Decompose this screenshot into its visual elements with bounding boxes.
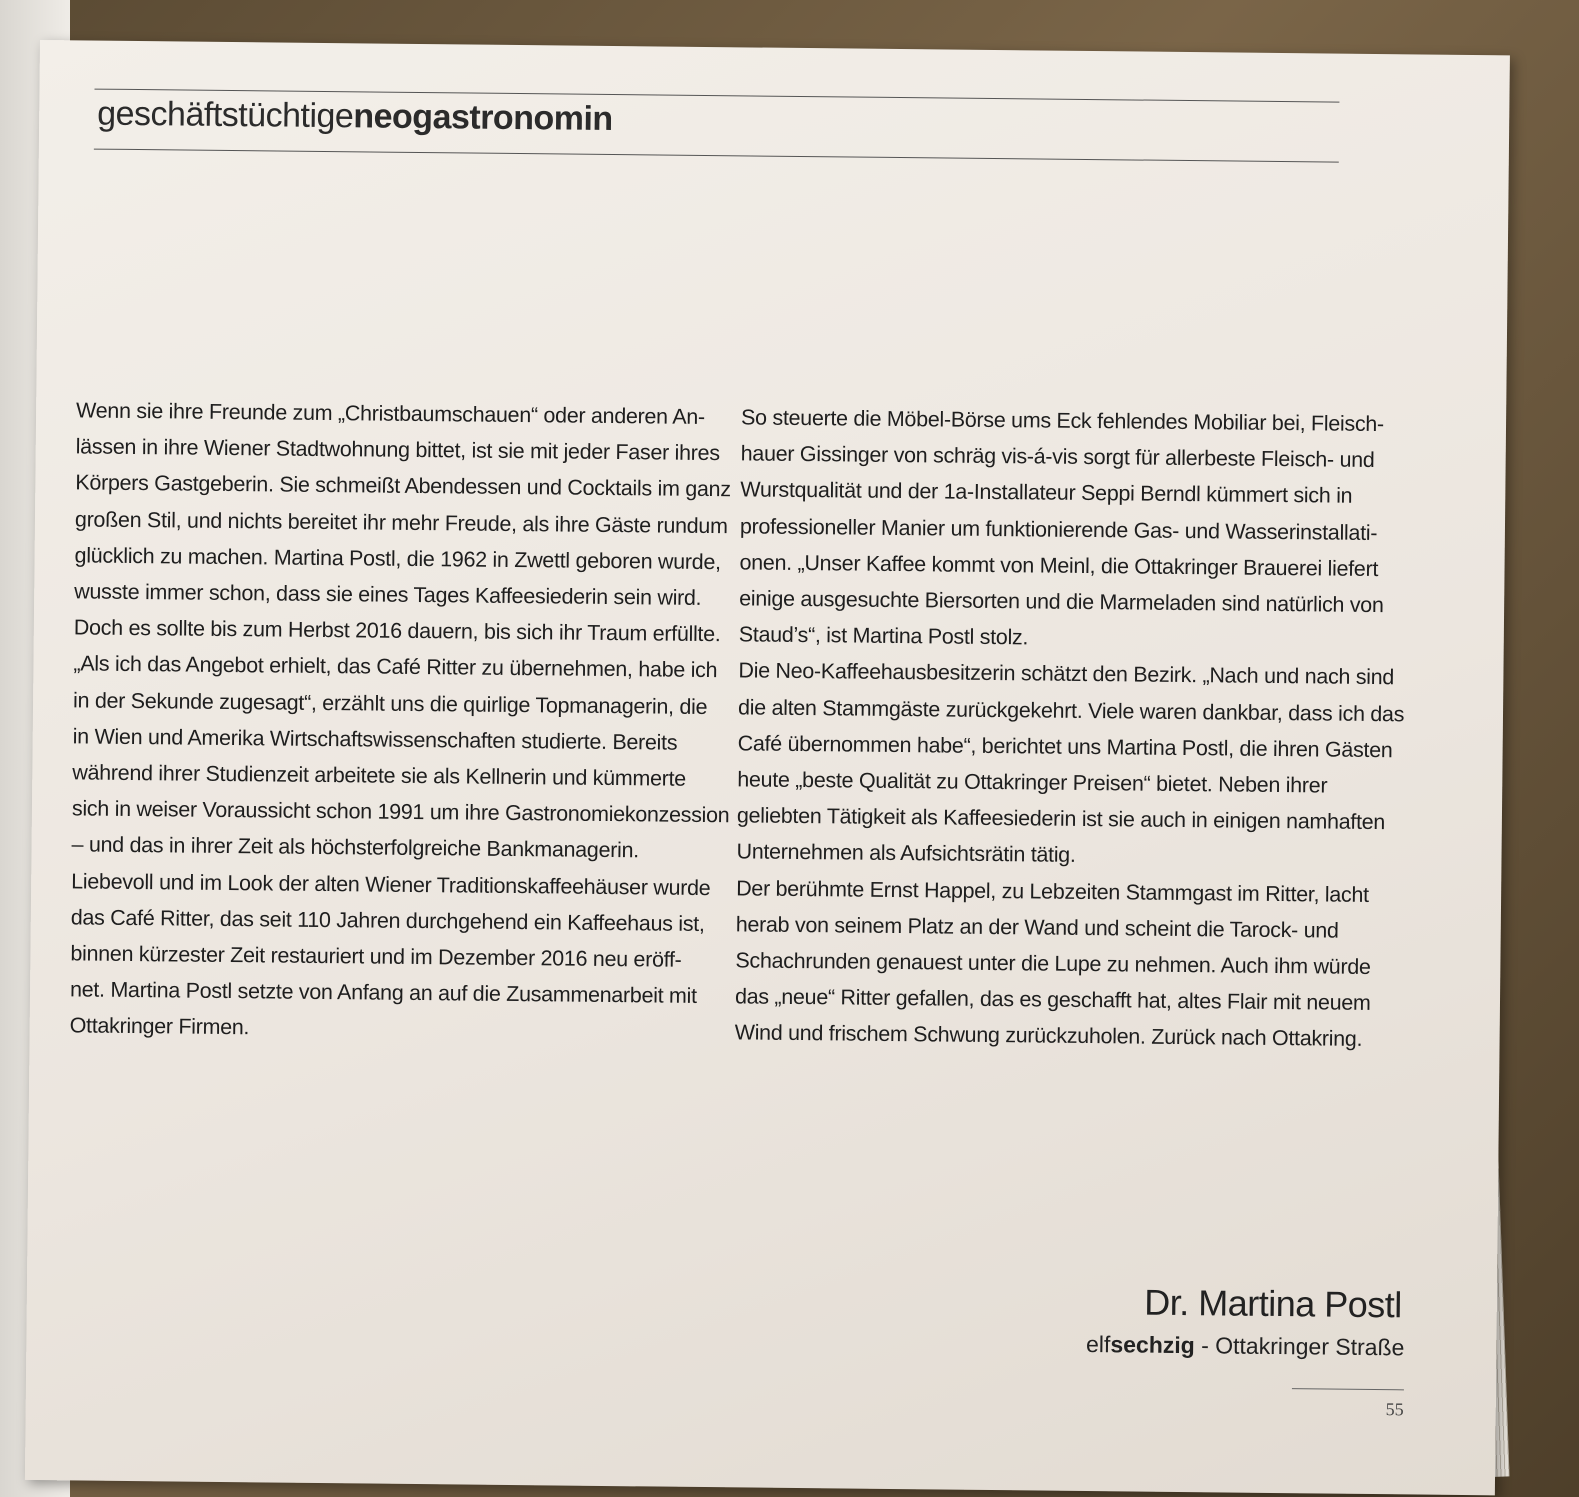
text-line: Körpers Gastgeberin. Sie schmeißt Abendessen und Cocktails im ganz bbox=[75, 470, 731, 502]
text-line: net. Martina Postl setzte von Anfang an auf die Zusammenarbeit mit bbox=[69, 977, 697, 1009]
page-title bbox=[97, 95, 613, 139]
text-line: geliebten Tätigkeit als Kaffeesiederin ist sie auch in einigen namhaften bbox=[736, 803, 1386, 835]
text-line: hauer Gissinger von schräg vis-á-vis sorgt für allerbeste Fleisch- und bbox=[740, 441, 1375, 473]
title-light: geschäftstüchtige bbox=[97, 94, 354, 136]
text-line: Liebevoll und im Look der alten Wiener Traditionskaffeehäuser wurde bbox=[71, 869, 711, 900]
header-rule-bottom bbox=[94, 149, 1339, 163]
text-line: wusste immer schon, dass sie eines Tages Kaffeesiederin sein wird. bbox=[74, 579, 702, 610]
text-line: Doch es sollte bis zum Herbst 2016 dauern, bis sich ihr Traum erfüllte. bbox=[73, 615, 721, 647]
text-line: großen Stil, und nichts bereitet ihr mehr Freude, als ihre Gäste rundum bbox=[74, 507, 728, 538]
title-bold: neogastronomin bbox=[353, 97, 613, 139]
right-text-column bbox=[734, 399, 1405, 1057]
location-rest: - Ottakringer Straße bbox=[1194, 1332, 1405, 1361]
text-line: Schachrunden genauest unter die Lupe zu nehmen. Auch ihm würde bbox=[735, 948, 1371, 980]
signature-name: Dr. Martina Postl bbox=[1144, 1281, 1403, 1326]
text-line: herab von seinem Platz an der Wand und scheint die Tarock- und bbox=[735, 912, 1339, 943]
text-line: Café übernommen habe“, berichtet uns Martina Postl, die ihren Gästen bbox=[737, 731, 1393, 763]
text-line: in Wien und Amerika Wirtschaftswissenschaften studierte. Bereits bbox=[72, 724, 678, 755]
text-line: lässen in ihre Wiener Stadtwohnung bittet, ist sie mit jeder Faser ihres bbox=[75, 434, 720, 466]
text-line: in der Sekunde zugesagt“, erzählt uns die quirlige Topmanagerin, die bbox=[72, 688, 708, 719]
text-line: Die Neo-Kaffeehausbesitzerin schätzt den Bezirk. „Nach und nach sind bbox=[738, 658, 1395, 690]
text-line: heute „beste Qualität zu Ottakringer Preisen“ bietet. Neben ihrer bbox=[737, 767, 1328, 798]
location-bold: sechzig bbox=[1110, 1331, 1195, 1359]
signature-location bbox=[1086, 1331, 1405, 1361]
footer-rule bbox=[1292, 1388, 1404, 1390]
text-line: Staud’s“, ist Martina Postl stolz. bbox=[738, 622, 1029, 650]
text-line: Wenn sie ihre Freunde zum „Christbaumschauen“ oder anderen An- bbox=[75, 398, 705, 429]
text-line: – und das in ihrer Zeit als höchsterfolgreiche Bankmanagerin. bbox=[71, 832, 639, 863]
text-line: einige ausgesuchte Biersorten und die Marmeladen sind natürlich von bbox=[739, 586, 1384, 618]
text-line: glücklich zu machen. Martina Postl, die 1962 in Zwettl geboren wurde, bbox=[74, 543, 721, 574]
text-line: das „neue“ Ritter gefallen, das es geschafft hat, altes Flair mit neuem bbox=[734, 984, 1371, 1016]
text-line: „Als ich das Angebot erhielt, das Café Ritter zu übernehmen, habe ich bbox=[73, 651, 718, 683]
book-page bbox=[25, 40, 1510, 1495]
text-line: Wurstqualität und der 1a-Installateur Seppi Berndl kümmert sich in bbox=[740, 477, 1353, 509]
location-prefix: elf bbox=[1085, 1331, 1111, 1358]
text-line: binnen kürzester Zeit restauriert und im Dezember 2016 neu eröff- bbox=[70, 941, 682, 972]
text-line: während ihrer Studienzeit arbeitete sie als Kellnerin und kümmerte bbox=[72, 760, 687, 791]
text-line: Ottakringer Firmen. bbox=[69, 1013, 250, 1040]
text-line: onen. „Unser Kaffee kommt von Meinl, die Ottakringer Brauerei liefert bbox=[739, 550, 1379, 581]
text-line: sich in weiser Voraussicht schon 1991 um ihre Gastronomiekonzession bbox=[71, 796, 730, 828]
text-line: das Café Ritter, das seit 110 Jahren durchgehend ein Kaffeehaus ist, bbox=[70, 905, 705, 936]
text-line: Der berühmte Ernst Happel, zu Lebzeiten Stammgast im Ritter, lacht bbox=[736, 875, 1369, 907]
page-number: 55 bbox=[1385, 1399, 1404, 1420]
text-line: So steuerte die Möbel-Börse ums Eck fehlendes Mobiliar bei, Fleisch- bbox=[740, 405, 1385, 437]
left-text-column bbox=[69, 392, 731, 1050]
text-line: Wind und frischem Schwung zurückzuholen. Zurück nach Ottakring. bbox=[734, 1020, 1363, 1052]
text-line: Unternehmen als Aufsichtsrätin tätig. bbox=[736, 839, 1076, 868]
text-line: professioneller Manier um funktionierende Gas- und Wasserinstallati- bbox=[739, 513, 1378, 545]
text-line: die alten Stammgäste zurückgekehrt. Viele waren dankbar, dass ich das bbox=[737, 694, 1405, 726]
